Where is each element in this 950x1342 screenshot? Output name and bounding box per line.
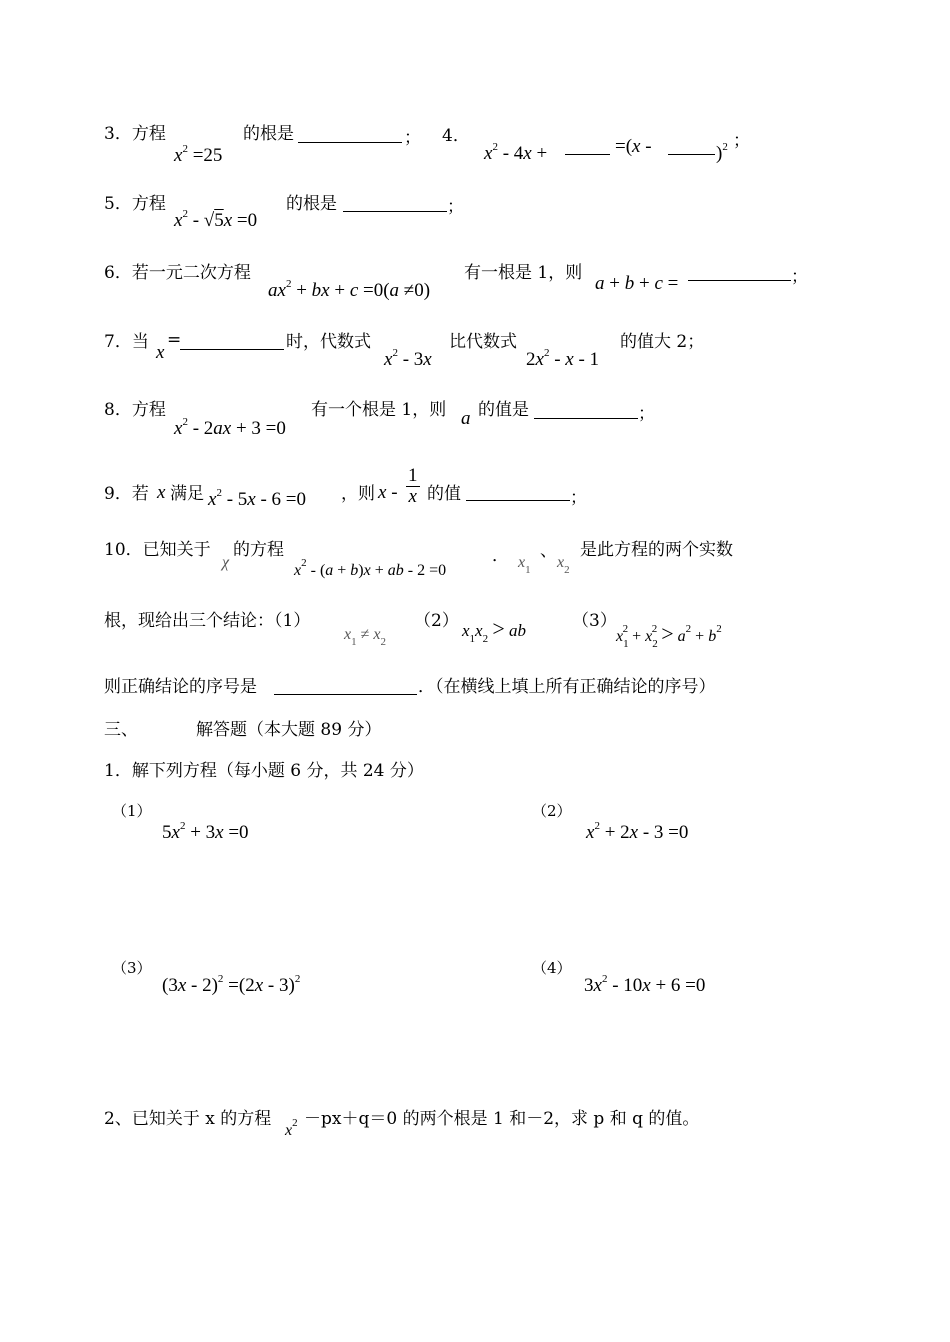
q5-equation: $x^2 - √5x =0$: [174, 208, 258, 231]
q8-label: 8．方程: [104, 400, 166, 420]
problem-1-item-1-label: （1）: [112, 802, 152, 820]
q9-equation: $x^2 - 5x - 6 =0$: [208, 487, 306, 510]
q7-answer-blank[interactable]: [180, 349, 284, 350]
q9-after: 的值: [427, 484, 461, 504]
problem-1-item-4-label: （4）: [532, 959, 572, 977]
q7-variable: x: [156, 342, 165, 363]
q6-answer-blank[interactable]: [688, 280, 791, 281]
q5-after: 的根是: [286, 194, 337, 214]
q3-equation: $x^2 =25$: [174, 143, 223, 166]
q7-end: 的值大 2；: [620, 332, 705, 352]
q3-after: 的根是: [243, 124, 294, 144]
problem-1-item-2-equation: $x^2 + 2x - 3 =0$: [586, 820, 689, 843]
q6-end: ；: [791, 267, 808, 287]
q10-mid: 的方程: [233, 540, 284, 560]
q4-rhs: )$^2$: [716, 141, 728, 164]
q3-label: 3．方程: [104, 124, 166, 144]
problem-1-title: 1．解下列方程（每小题 6 分，共 24 分）: [104, 761, 424, 781]
problem-2-text-a: 2、已知关于 x 的方程: [104, 1109, 272, 1129]
q10-tail: 是此方程的两个实数: [580, 540, 733, 560]
q10-variable: χ: [222, 554, 230, 571]
q5-label: 5．方程: [104, 194, 166, 214]
q7-mid1: 时，代数式: [286, 332, 371, 352]
q9-mid: 满足: [170, 484, 204, 504]
q9-variable: x: [157, 482, 166, 503]
q10-label: 10．已知关于: [104, 540, 211, 560]
q7-expr2: $2x^2$ - x - 1: [526, 347, 600, 370]
q8-end: ；: [638, 404, 655, 424]
section-number: 三、: [104, 720, 138, 740]
q10-c2-label: （2）: [414, 611, 459, 631]
q6-label: 6．若一元二次方程: [104, 263, 251, 283]
q8-mid: 有一个根是 1，则: [311, 400, 447, 420]
q4-label: 4．: [442, 126, 470, 146]
problem-1-item-3-label: （3）: [112, 959, 152, 977]
q9-answer-blank[interactable]: [466, 500, 570, 501]
problem-1-item-1-equation: $5x^2 + 3x =0$: [162, 820, 249, 843]
q6-equation-2: a + b + c =: [595, 273, 679, 294]
q10-equation: $x^2 - (a + b)x$ + ab - 2 =0: [294, 557, 447, 579]
q4-blank-1[interactable]: [565, 154, 610, 155]
q8-after: 的值是: [478, 400, 529, 420]
q10-line2: 根，现给出三个结论：（1）: [104, 611, 311, 631]
q8-variable: a: [461, 408, 471, 429]
q10-conclusion-2: $x_1x_2$ > ab: [462, 616, 527, 645]
problem-2-text-b: －px＋q＝0 的两个根是 1 和－2，求 p 和 q 的值。: [304, 1109, 700, 1129]
q10-conclusion-3: $x_1^2 + x_2^2 > a^2 + b^2$: [616, 621, 722, 650]
q9-end: ；: [570, 488, 587, 508]
problem-2-equation: $x^2$: [285, 1117, 298, 1139]
q10-conclusion-1: $x_1 \ne x_2$: [344, 626, 386, 648]
q6-equation: $ax^2$ + bx + c =0(a ≠0): [268, 278, 431, 301]
q10-x1: $x_1$: [518, 554, 531, 576]
q7-label: 7．当: [104, 332, 149, 352]
section-title: 解答题（本大题 89 分）: [196, 720, 382, 740]
q10-x2: $x_2$: [557, 554, 570, 576]
q10-sep: 、: [540, 541, 557, 561]
q4-lhs: $x^2 - 4x$ +: [484, 141, 548, 164]
problem-1-item-3-equation: (3x - 2)$^2$ =(2x - 3)$^2$: [162, 973, 301, 996]
q10-line3-a: 则正确结论的序号是: [104, 677, 257, 697]
q9-label: 9．若: [104, 484, 149, 504]
problem-1-item-2-label: （2）: [532, 802, 572, 820]
q7-eq-sign: =: [167, 330, 182, 350]
q10-dot: ．: [492, 546, 509, 566]
q10-answer-blank[interactable]: [274, 694, 417, 695]
q8-answer-blank[interactable]: [534, 418, 638, 419]
q8-equation: $x^2 - 2ax + 3 =0$: [174, 416, 286, 439]
q7-expr1: $x^2 - 3x$: [384, 347, 432, 370]
q5-end: ；: [447, 197, 464, 217]
q3-answer-blank[interactable]: [298, 142, 402, 143]
q10-line3-b: ．（在横线上填上所有正确结论的序号）: [418, 677, 716, 697]
q3-end: ；: [404, 128, 421, 148]
problem-1-item-4-equation: $3x^2 - 10x + 6 =0$: [584, 973, 706, 996]
q4-mid: =(x -: [615, 136, 652, 157]
q9-mid2: ，则: [341, 484, 375, 504]
q9-fraction: $\frac{1}{x}$: [408, 465, 418, 507]
q5-answer-blank[interactable]: [343, 211, 447, 212]
q10-c3-label: （3）: [572, 611, 617, 631]
q6-mid: 有一根是 1，则: [464, 263, 583, 283]
q7-mid2: 比代数式: [449, 332, 517, 352]
q4-blank-2[interactable]: [668, 154, 715, 155]
q9-expr: x -: [378, 482, 398, 503]
q4-end: ；: [733, 131, 750, 151]
